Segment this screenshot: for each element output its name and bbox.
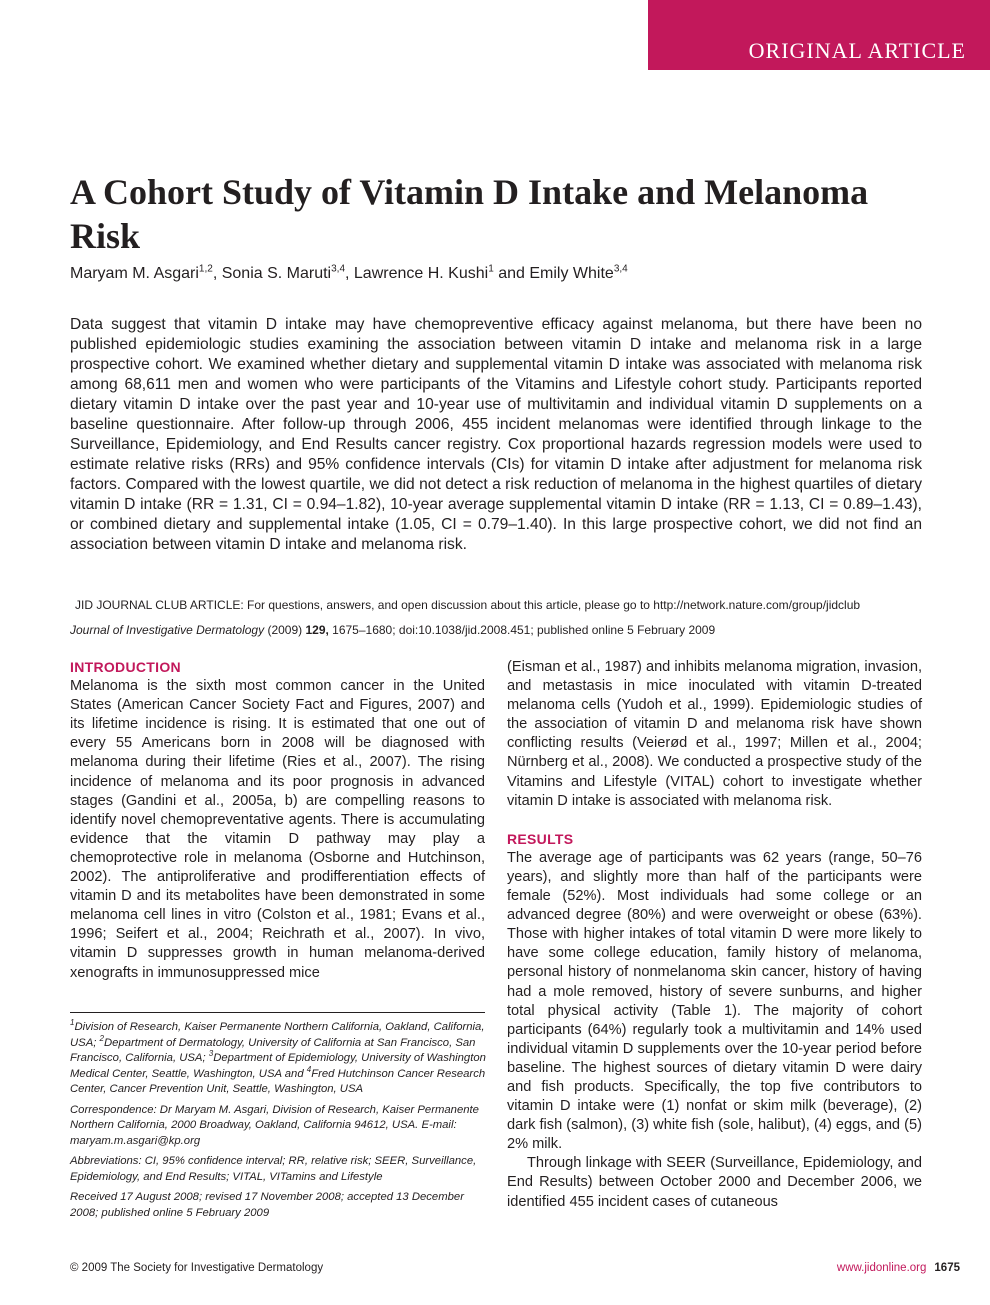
author-name: Emily White [529, 265, 614, 282]
page-number: 1675 [934, 1262, 960, 1274]
affiliations-footnote [70, 1020, 488, 1098]
article-type-badge [648, 0, 990, 70]
author-affiliation: 3,4 [331, 263, 346, 275]
author-affiliation: 1,2 [198, 263, 213, 275]
journal-club-note: JID JOURNAL CLUB ARTICLE: For questions, answers, and open discussion about this article, please go to http://network.nature.com/group/jidclub [75, 598, 861, 612]
author-separator: and [493, 265, 530, 282]
author-name: Maryam M. Asgari [70, 265, 199, 282]
author-separator: , [345, 265, 354, 282]
affiliation-text: Department of Epidemiology, University of Washington Medical Center, Seattle, Washington, USA and [70, 1052, 486, 1080]
affiliation-number: 2 [99, 1033, 104, 1043]
author-separator: , [212, 265, 222, 282]
article-title: A Cohort Study of Vitamin D Intake and Melanoma Risk [70, 172, 869, 256]
author-affiliation: 1 [488, 263, 494, 275]
abbreviations-footnote: Abbreviations: CI, 95% confidence interval; RR, relative risk; SEER, Surveillance, Epidemiology, and End Results; VITAL, VITamins and Lifestyle [70, 1155, 477, 1183]
left-column [70, 658, 485, 983]
affiliation-text: Fred Hutchinson Cancer Research Center, Cancer Prevention Unit, Seattle, Washington, USA [70, 1067, 486, 1095]
abstract: Data suggest that vitamin D intake may have chemopreventive efficacy against melanoma, but there have been no published epidemiologic studies examining the association between vitamin D intake and melanoma risk in a large prospective cohort. We examined whether dietary and supplemental vitamin D intake was associated with melanoma risk among 68,611 men and women who were participants of the Vitamins and Lifestyle cohort study. Participants reported dietary vitamin D intake over the past year and 10-year use of multivitamin and individual vitamin D supplements on a baseline questionnaire. After follow-up through 2006, 455 incident melanomas were identified through linkage to the Surveillance, Epidemiology, and End Results cancer registry. Cox proportional hazards regression models were used to estimate relative risks (RRs) and 95% confidence intervals (CIs) for vitamin D intake after adjustment for melanoma risk factors. Compared with the lowest quartile, we did not detect a risk reduction of melanoma in the highest quartiles of dietary vitamin D intake (RR = 1.31, CI = 0.94–1.82), 10-year average supplemental vitamin D intake (RR = 1.13, CI = 0.89–1.43), or combined dietary and supplemental intake (1.05, CI = 0.79–1.40). In this large prospective cohort, we did not find an association between vitamin D intake and melanoma risk. [70, 316, 922, 553]
received-footnote: Received 17 August 2008; revised 17 November 2008; accepted 13 December 2008; published online 5 February 2009 [70, 1191, 464, 1219]
journal-website-link[interactable]: www.jidonline.org [836, 1262, 927, 1274]
journal-name: Journal of Investigative Dermatology [70, 623, 265, 637]
affiliation-number: 3 [208, 1049, 214, 1059]
results-paragraph: The average age of participants was 62 years (range, 50–76 years), and slightly more than half of the participants were female (52%). Most individuals had some college or an advanced degree (80%) and were overweight or obese (63%). Those with higher intakes of total vitamin D were more likely to have some college education, family history of melanoma, personal history of nonmelanoma skin cancer, history of having had a mole removed, history of severe sunburns, and higher total physical activity (Table 1). The majority of cohort participants (64%) regularly took a multivitamin and 14% used individual vitamin D supplements over the 10-year period before baseline. The highest sources of dietary vitamin D were dairy and fish products. Specifically, the top five contributors to vitamin D intake were (1) nonfat or skim milk (beverage), (2) dark fish (salmon), (3) white fish (sole, halibut), (4) eggs, and (5) 2% milk. [507, 849, 922, 1153]
author-list [70, 262, 940, 286]
results-paragraph: Through linkage with SEER (Surveillance, Epidemiology, and End Results) between October 2000 and December 2006, we identified 455 incident cases of cutaneous [507, 1155, 922, 1210]
copyright: © 2009 The Society for Investigative Dermatology [70, 1262, 324, 1274]
affiliation-text: Department of Dermatology, University of California at San Francisco, San Francisco, California, USA; [70, 1036, 476, 1064]
right-column [507, 658, 922, 1212]
footnotes [70, 1020, 488, 1226]
introduction-text-continued: (Eisman et al., 1987) and inhibits melanoma migration, invasion, and metastasis in mice inoculated with vitamin D-treated melanoma cells (Yudoh et al., 1999). Epidemiologic studies of the association of vitamin D and melanoma risk have shown conflicting results (Veierød et al., 1997; Millen et al., 2004; Nürnberg et al., 2008). We conducted a prospective study of the Vitamins and Lifestyle (VITAL) cohort to investigate whether vitamin D intake is associated with melanoma risk. [507, 659, 922, 809]
introduction-text: Melanoma is the sixth most common cancer in the United States (American Cancer Society Fact and Figures, 2007) and its lifetime incidence is rising. It is estimated that one out of every 55 Americans born in 2008 will be diagnosed with melanoma during their lifetime (Ries et al., 2007). The rising incidence of melanoma and its poor prognosis in advanced stages (Gandini et al., 2005a, b) are compelling reasons to identify novel chemopreventative agents. There is accumulating evidence that the vitamin D pathway may play a chemoprotective role in melanoma (Osborne and Hutchinson, 2002). The antiproliferative and prodifferentiation effects of vitamin D and its metabolites have been demonstrated in some melanoma cell lines in vitro (Colston et al., 1981; Evans et al., 1996; Seifert et al., 2004; Reichrath et al., 2007). In vivo, vitamin D suppresses growth in human melanoma-derived xenografts in immunosuppressed mice [70, 678, 485, 981]
citation-volume: 129, [305, 623, 329, 637]
article-type-label: ORIGINAL ARTICLE [748, 38, 966, 63]
correspondence-footnote: Correspondence: Dr Maryam M. Asgari, Division of Research, Kaiser Permanente Northern California, 2000 Broadway, Oakland, California 94612, USA. E-mail: maryam.m.asgari@kp.org [70, 1103, 479, 1147]
citation-line [70, 622, 920, 638]
results-heading: RESULTS [507, 830, 574, 847]
introduction-heading: INTRODUCTION [70, 659, 181, 675]
author-name: Lawrence H. Kushi [353, 265, 489, 282]
citation-year: (2009) [264, 623, 306, 637]
affiliation-number: 4 [306, 1064, 312, 1074]
author-name: Sonia S. Maruti [221, 265, 332, 282]
citation-details: 1675–1680; doi:10.1038/jid.2008.451; published online 5 February 2009 [328, 623, 716, 637]
footnote-divider [70, 1012, 485, 1013]
affiliation-text: Division of Research, Kaiser Permanente Northern California, Oakland, California, USA; [70, 1021, 485, 1049]
page-footer [837, 1260, 960, 1276]
affiliation-number: 1 [70, 1018, 75, 1028]
author-affiliation: 3,4 [613, 263, 628, 275]
